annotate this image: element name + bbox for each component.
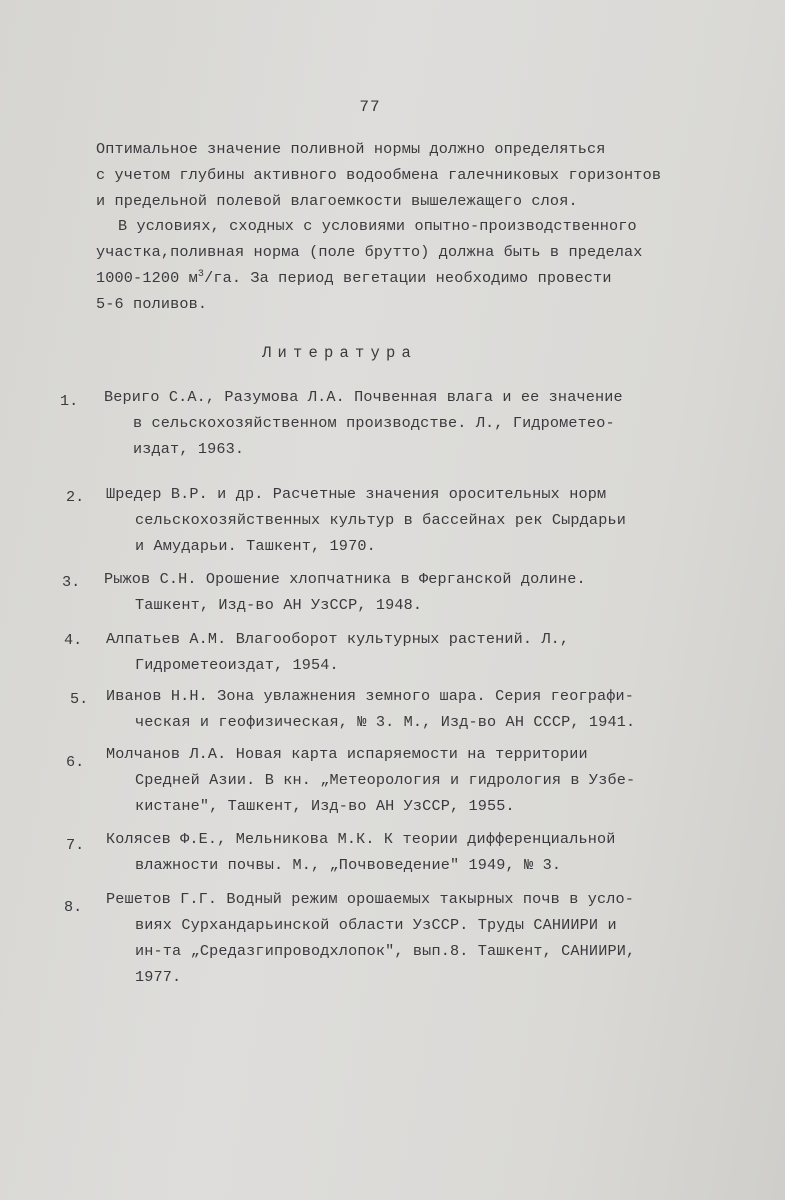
reference-line: Вериго С.А., Разумова Л.А. Почвенная влага и ее значение	[104, 388, 623, 406]
reference-line: издат, 1963.	[133, 440, 245, 458]
reference-line: в сельскохозяйственном производстве. Л., Гидрометео-	[133, 414, 615, 432]
superscript-exponent: 3	[197, 269, 205, 280]
reference-line: Гидрометеоиздат, 1954.	[135, 656, 339, 674]
literature-heading: Литература	[262, 344, 418, 362]
reference-line: Шредер В.Р. и др. Расчетные значения оросительных норм	[106, 485, 607, 503]
reference-line: Средней Азии. В кн. „Метеорология и гидрология в Узбе-	[135, 771, 636, 789]
intro-line: 5-6 поливов.	[96, 295, 208, 313]
reference-number: 5.	[70, 690, 89, 708]
reference-line: ин-та „Средазгипроводхлопок", вып.8. Ташкент, САНИИРИ,	[135, 942, 636, 960]
reference-line: ческая и геофизическая, № 3. М., Изд-во АН СССР, 1941.	[135, 713, 636, 731]
reference-line: Ташкент, Изд-во АН УзССР, 1948.	[135, 596, 423, 614]
intro-line: участка,поливная норма (поле брутто) должна быть в пределах	[96, 243, 643, 261]
reference-number: 8.	[64, 898, 83, 916]
reference-line: и Амударьи. Ташкент, 1970.	[135, 537, 376, 555]
reference-number: 4.	[64, 631, 83, 649]
reference-number: 7.	[66, 836, 85, 854]
reference-line: Рыжов С.Н. Орошение хлопчатника в Ферганской долине.	[104, 570, 586, 588]
reference-number: 6.	[66, 753, 85, 771]
reference-number: 3.	[62, 573, 81, 591]
reference-line: влажности почвы. М., „Почвоведение" 1949, № 3.	[135, 856, 562, 874]
reference-line: Иванов Н.Н. Зона увлажнения земного шара. Серия географи-	[106, 687, 635, 705]
intro-line: В условиях, сходных с условиями опытно-производственного	[118, 217, 637, 235]
reference-line: Алпатьев А.М. Влагооборот культурных растений. Л.,	[106, 630, 570, 648]
reference-line: сельскохозяйственных культур в бассейнах рек Сырдарьи	[135, 511, 626, 529]
reference-line: кистане", Ташкент, Изд-во АН УзССР, 1955.	[135, 797, 515, 815]
reference-number: 1.	[60, 392, 79, 410]
reference-line: Молчанов Л.А. Новая карта испаряемости на территории	[106, 745, 588, 763]
reference-number: 2.	[66, 488, 85, 506]
intro-line: и предельной полевой влагоемкости вышележащего слоя.	[96, 192, 578, 210]
intro-line-part: 1000-1200 м	[96, 269, 198, 287]
intro-line-part: /га. За период вегетации необходимо провести	[204, 269, 612, 287]
reference-line: Колясев Ф.Е., Мельникова М.К. К теории дифференциальной	[106, 830, 616, 848]
page-number: 77	[359, 98, 381, 116]
intro-line	[96, 269, 612, 287]
reference-line: виях Сурхандарьинской области УзССР. Труды САНИИРИ и	[135, 916, 617, 934]
reference-line: 1977.	[135, 968, 182, 986]
intro-line: Оптимальное значение поливной нормы должно определяться	[96, 140, 606, 158]
intro-line: с учетом глубины активного водообмена галечниковых горизонтов	[96, 166, 662, 184]
reference-line: Решетов Г.Г. Водный режим орошаемых такырных почв в усло-	[106, 890, 635, 908]
